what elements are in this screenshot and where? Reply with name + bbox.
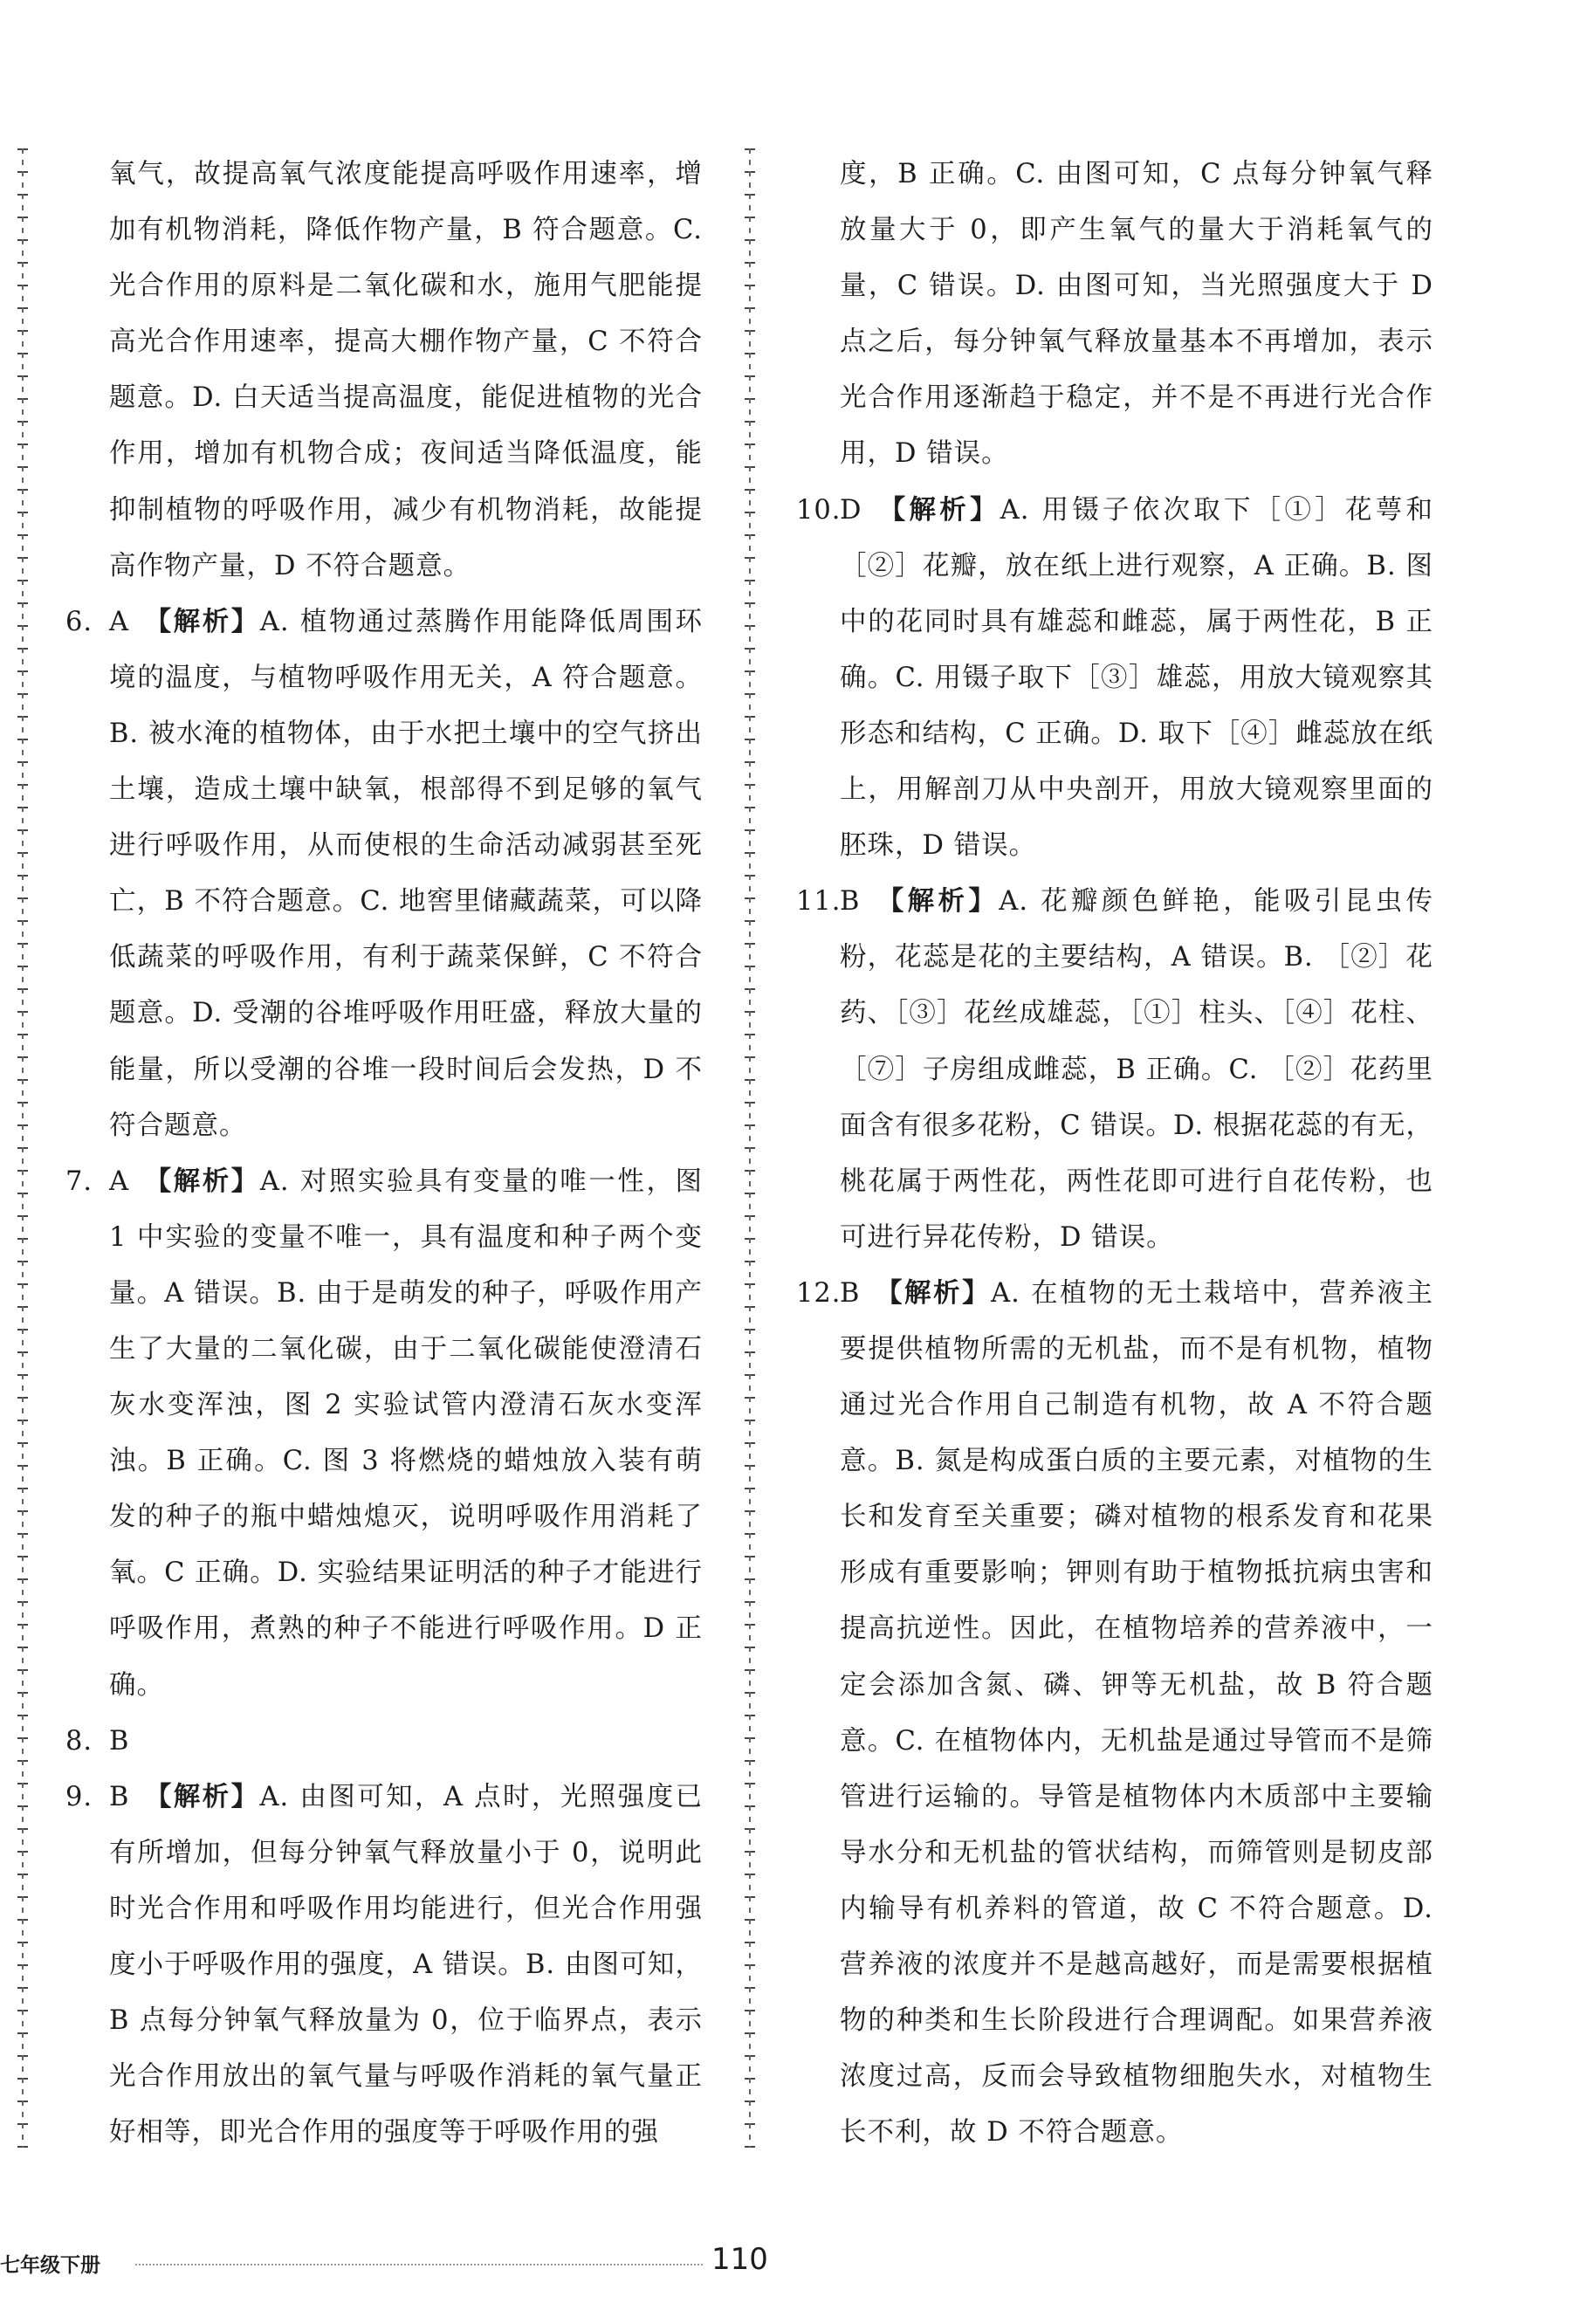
answer-item-7 — [65, 1154, 703, 1714]
item-explanation: A. 由图可知，A 点时，光照强度已有所增加，但每分钟氧气释放量小于 0，说明此时光合作用和呼吸作用均能进行，但光合作用强度小于呼吸作用的强度，A 错误。B. 由图可知，B 点每分钟氧气释放量为 0，位于临界点，表示光合作用放出的氧气量与呼吸作消耗的氧气量正好相等，即光合作用的强度等于呼吸作用的强 — [109, 1781, 704, 2149]
left-continuation-text: 氧气，故提高氧气浓度能提高呼吸作用速率，增加有机物消耗，降低作物产量，B 符合题意。C. 光合作用的原料是二氧化碳和水，施用气肥能提高光合作用速率，提高大棚作物产量，C 不符合题意。D. 白天适当提高温度，能促进植物的光合作用，增加有机物合成；夜间适当降低温度，能抑制植物的呼吸作用，减少有机物消耗，故能提高作物产量，D 不符合题意。 — [109, 159, 703, 581]
analysis-tag: 【 解析 】 — [143, 607, 260, 637]
item-number: 6. — [65, 606, 93, 637]
analysis-tag: 【 解析 】 — [874, 1278, 991, 1309]
item-number: 11. — [796, 886, 842, 918]
item-explanation: A. 对照实验具有变量的唯一性，图 1 中实验的变量不唯一，具有温度和种子两个变量。A 错误。B. 由于是萌发的种子，呼吸作用产生了大量的二氧化碳，由于二氧化碳能使澄清石灰水变浑浊，图 2 实验试管内澄清石灰水变浑浊。B 正确。C. 图 3 将燃烧的蜡烛放入装有萌发的种子的瓶中蜡烛熄灭，说明呼吸作用消耗了氧。C 正确。D. 实验结果证明活的种子才能进行呼吸作用，煮熟的种子不能进行呼吸作用。D 正确。 — [109, 1165, 704, 1701]
left-column — [65, 147, 703, 2161]
item-number: 12. — [796, 1277, 842, 1309]
item-answer: A — [109, 606, 130, 637]
perforation-line-middle — [745, 148, 755, 2148]
analysis-tag: 【 解析 】 — [874, 886, 999, 917]
answer-item-12 — [796, 1266, 1433, 2162]
analysis-tag: 【 解析 】 — [143, 1782, 259, 1812]
item-answer: B — [840, 1277, 861, 1309]
item-answer: A — [109, 1165, 130, 1197]
item-answer: B — [109, 1725, 130, 1757]
answer-item-6 — [65, 595, 703, 1154]
answer-item-10 — [796, 483, 1433, 875]
item-number: 8. — [65, 1725, 93, 1757]
footer-dotted-leader — [135, 2264, 703, 2266]
right-continuation-text: 度，B 正确。C. 由图可知，C 点每分钟氧气释放量大于 0，即产生氧气的量大于消耗氧气的量，C 错误。D. 由图可知，当光照强度大于 D 点之后，每分钟氧气释放量基本不再增加，表示光合作用逐渐趋于稳定，并不是不再进行光合作用，D 错误。 — [840, 159, 1433, 470]
right-column — [796, 147, 1433, 2161]
item-number: 10. — [796, 494, 842, 526]
page-footer — [0, 2242, 1552, 2280]
perforation-line-left — [17, 148, 28, 2148]
item-answer: B — [109, 1781, 130, 1812]
item-explanation: A. 用镊子依次取下［①］花萼和［②］花瓣，放在纸上进行观察，A 正确。B. 图中的花同时具有雄蕊和雌蕊，属于两性花，B 正确。C. 用镊子取下［③］雄蕊，用放大镜观察其形态和结构，C 正确。D. 取下［④］雌蕊放在纸上，用解剖刀从中央剖开，用放大镜观察里面的胚珠，D 错误。 — [840, 494, 1434, 862]
analysis-tag: 【 解析 】 — [143, 1166, 260, 1197]
answer-item-8 — [65, 1714, 703, 1770]
item-number: 9. — [65, 1781, 93, 1812]
item-explanation: A. 花瓣颜色鲜艳，能吸引昆虫传粉，花蕊是花的主要结构，A 错误。B. ［②］花药、［③］花丝成雄蕊，［①］柱头、［④］花柱、［⑦］子房组成雌蕊，B 正确。C. ［②］花药里面含有很多花粉，C 错误。D. 根据花蕊的有无，桃花属于两性花，两性花即可进行自花传粉，也可进行异花传粉，D 错误。 — [840, 886, 1434, 1253]
item-number: 7. — [65, 1165, 93, 1197]
item-answer: D — [840, 494, 862, 526]
analysis-tag: 【 解析 】 — [876, 495, 1000, 526]
answer-item-9 — [65, 1770, 703, 2162]
item-answer: B — [840, 886, 861, 918]
item-explanation: A. 植物通过蒸腾作用能降低周围环境的温度，与植物呼吸作用无关，A 符合题意。B. 被水淹的植物体，由于水把土壤中的空气挤出土壤，造成土壤中缺氧，根部得不到足够的氧气进行呼吸作用，从而使根的生命活动减弱甚至死亡，B 不符合题意。C. 地窖里储藏蔬菜，可以降低蔬菜的呼吸作用，有利于蔬菜保鲜，C 不符合题意。D. 受潮的谷堆呼吸作用旺盛，释放大量的能量，所以受潮的谷堆一段时间后会发热，D 不符合题意。 — [109, 606, 704, 1141]
answer-item-11 — [796, 874, 1433, 1266]
grade-label: 七年级下册 — [0, 2254, 100, 2277]
page-number: 110 — [711, 2242, 768, 2277]
item-explanation: A. 在植物的无土栽培中，营养液主要提供植物所需的无机盐，而不是有机物，植物通过光合作用自己制造有机物，故 A 不符合题意。B. 氮是构成蛋白质的主要元素，对植物的生长和发育至关重要；磷对植物的根系发育和花果形成有重要影响；钾则有助于植物抵抗病虫害和提高抗逆性。因此，在植物培养的营养液中，一定会添加含氮、磷、钾等无机盐，故 B 符合题意。C. 在植物体内，无机盐是通过导管而不是筛管进行运输的。导管是植物体内木质部中主要输导水分和无机盐的管状结构，而筛管则是韧皮部内输导有机养料的管道，故 C 不符合题意。D. 营养液的浓度并不是越高越好，而是需要根据植物的种类和生长阶段进行合理调配。如果营养液浓度过高，反而会导致植物细胞失水，对植物生长不利，故 D 不符合题意。 — [840, 1277, 1434, 2149]
